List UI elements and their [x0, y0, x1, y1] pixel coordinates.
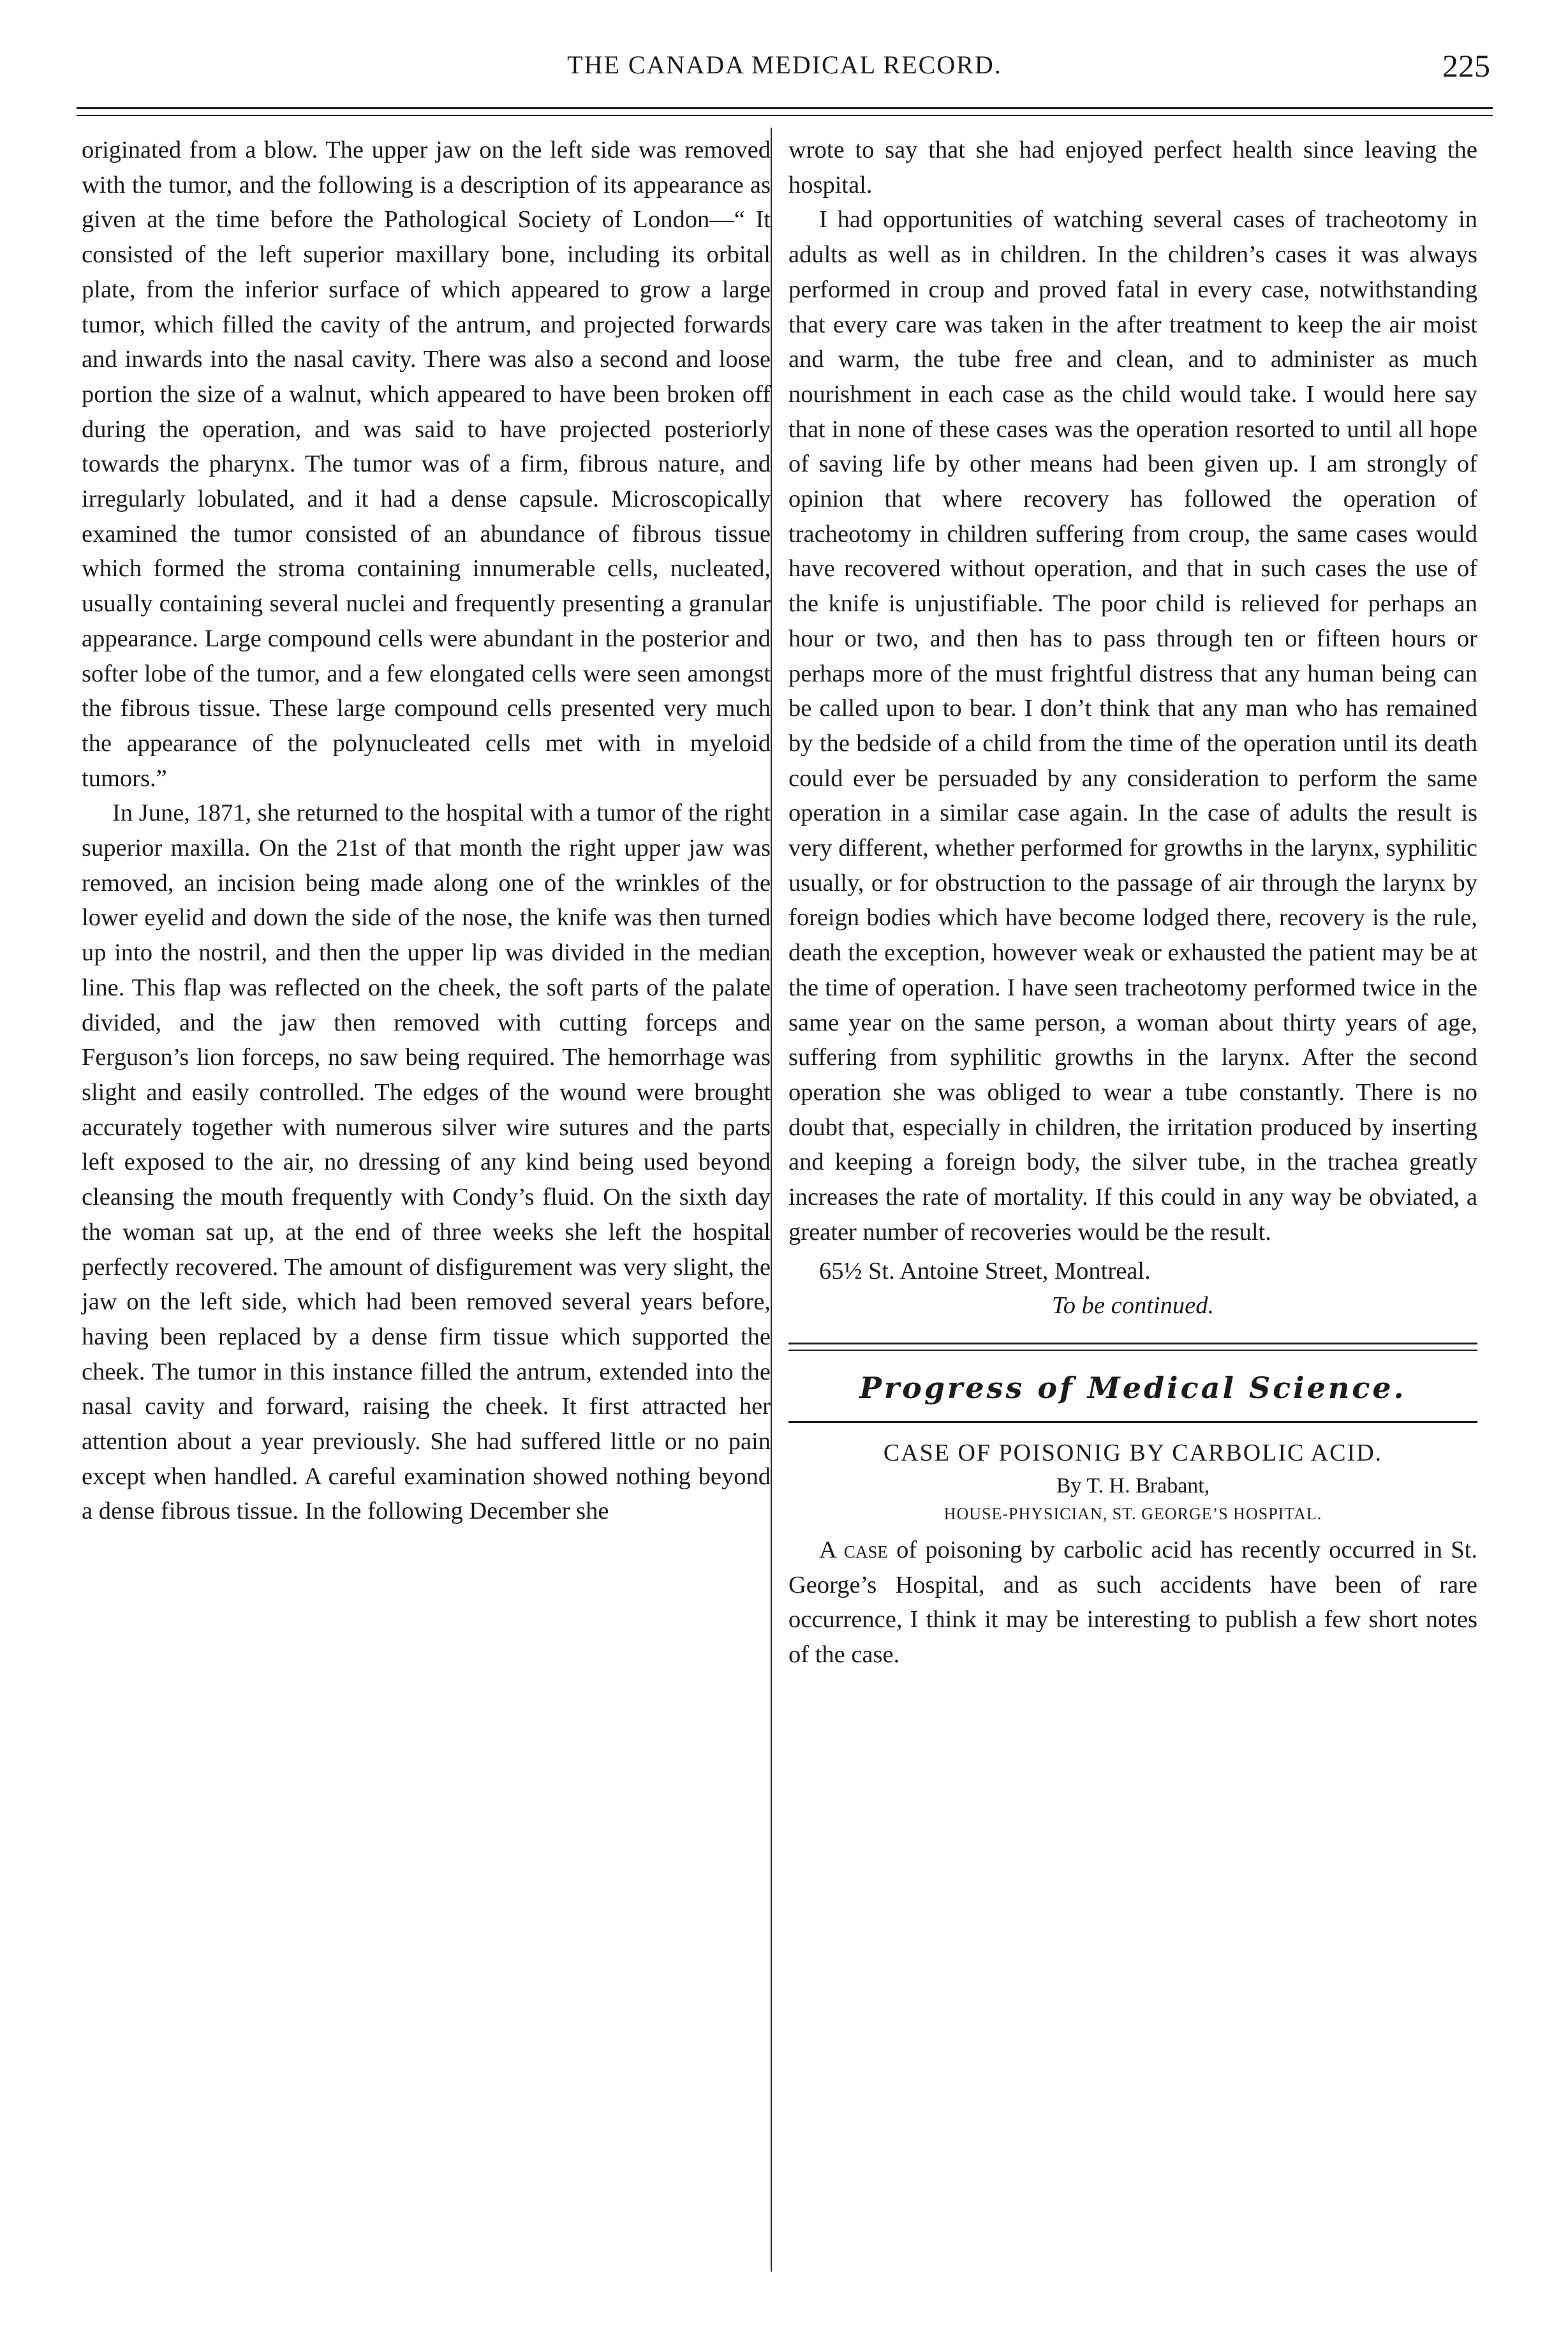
article-byline: By T. H. Brabant,: [1056, 1473, 1210, 1498]
page-header: [77, 50, 1493, 94]
section-rule-thin: [788, 1350, 1477, 1351]
lead-word: A case: [819, 1536, 888, 1563]
running-title: THE CANADA MEDICAL RECORD.: [567, 50, 1002, 79]
paragraph: originated from a blow. The upper jaw on the left side was removed with the tumor, and the following is a description of its appearance as given at the time before the Pathological Society of London—“ It consisted of the left superior maxillary bone, including its orbital plate, from the inferior surface of which appeared to grow a large tumor, which filled the cavity of the antrum, and projected forwards and inwards into the nasal cavity. There was also a second and loose portion the size of a walnut, which appeared to have been broken off during the operation, and was said to have projected posteriorly towards the pharynx. The tumor was of a firm, fibrous nature, and irregularly lobulated, and it had a dense capsule. Microscopically examined the tumor consisted of an abundance of fibrous tissue which formed the stroma containing innumerable cells, nucleated, usually containing several nuclei and frequently presenting a granular appearance. Large compound cells were abundant in the posterior and softer lobe of the tumor, and a few elongated cells were seen amongst the fibrous tissue. These large compound cells presented very much the appearance of the polynucleated cells met with in myeloid tumors.”: [82, 137, 771, 792]
author-address: 65½ St. Antoine Street, Montreal.: [819, 1257, 1151, 1284]
paragraph: I had opportunities of watching several cases of tracheotomy in adults as well as in children. In the children’s cases it was always performed in croup and proved fatal in every case, notwithstanding that every care was taken in the after treatment to keep the air moist and warm, the tube free and clean, and to administer as much nourishment in each case as the child would take. I would here say that in none of these cases was the operation resorted to until all hope of saving life by other means had been given up. I am strongly of opinion that where recovery has followed the operation of tracheotomy in children suffering from croup, the same cases would have recovered without operation, and that in such cases the use of the knife is unjustifiable. The poor child is relieved for perhaps an hour or two, and then has to pass through ten or fifteen hours or perhaps more of the must frightful distress that any human being can be called upon to bear. I don’t think that any man who has remained by the bedside of a child from the time of the operation until its death could ever be persuaded by any consideration to perform the same operation in a similar case again. In the case of adults the result is very different, whether performed for growths in the larynx, syphilitic usually, or for obstruction to the passage of air through the larynx by foreign bodies which have become lodged there, recovery is the rule, death the exception, however weak or exhausted the patient may be at the time of operation. I have seen tracheotomy performed twice in the same year on the same person, a woman about thirty years of age, suffering from syphilitic growths in the larynx. After the second operation she was obliged to wear a tube constantly. There is no doubt that, especially in children, the irritation produced by inserting and keeping a foreign body, the silver tube, in the trachea greatly increases the rate of mortality. If this could in any way be obviated, a greater number of recoveries would be the result.: [788, 206, 1477, 1246]
header-rule: [77, 107, 1493, 109]
article-body-text: of poisoning by carbolic acid has recently occurred in St. George’s Hospital, and as such accidents have been of rare occurrence, I think it may be interesting to publish a few short notes of the case.: [788, 1536, 1478, 1669]
section-break: [788, 1343, 1477, 1351]
left-column: [82, 133, 771, 1529]
column-divider: [771, 128, 772, 2272]
section-heading: Progress of Medical Science.: [859, 1370, 1407, 1405]
header-rule-thin: [77, 115, 1493, 116]
right-column: [788, 133, 1477, 1672]
article-rule: [788, 1421, 1477, 1423]
article-body: [788, 1533, 1477, 1672]
continuation-note: To be continued.: [1051, 1292, 1215, 1320]
author-affiliation: HOUSE-PHYSICIAN, ST. GEORGE’S HOSPITAL.: [943, 1504, 1322, 1523]
page-number: 225: [1442, 48, 1490, 84]
article-title: CASE OF POISONIG BY CARBOLIC ACID.: [883, 1439, 1383, 1466]
section-rule: [788, 1343, 1477, 1344]
paragraph: wrote to say that she had enjoyed perfect health since leaving the hospital.: [788, 137, 1477, 198]
paragraph: In June, 1871, she returned to the hospital with a tumor of the right superior maxilla. On the 21st of that month the right upper jaw was removed, an incision being made along one of the wrinkles of the lower eyelid and down the side of the nose, the knife was then turned up into the nostril, and then the upper lip was divided in the median line. This flap was reflected on the cheek, the soft parts of the palate divided, and the jaw then removed with cutting forceps and Ferguson’s lion forceps, no saw being required. The hemorrhage was slight and easily controlled. The edges of the wound were brought accurately together with numerous silver wire sutures and the parts left exposed to the air, no dressing of any kind being used beyond cleansing the mouth frequently with Condy’s fluid. On the sixth day the woman sat up, at the end of three weeks she left the hospital perfectly recovered. The amount of disfigurement was very slight, the jaw on the left side, which had been removed several years before, having been replaced by a dense firm tissue which supported the cheek. The tumor in this instance filled the antrum, extended into the nasal cavity and forward, raising the cheek. It first attracted her attention about a year previously. She had suffered little or no pain except when handled. A careful examination showed nothing beyond a dense fibrous tissue. In the following December she: [82, 800, 771, 1525]
